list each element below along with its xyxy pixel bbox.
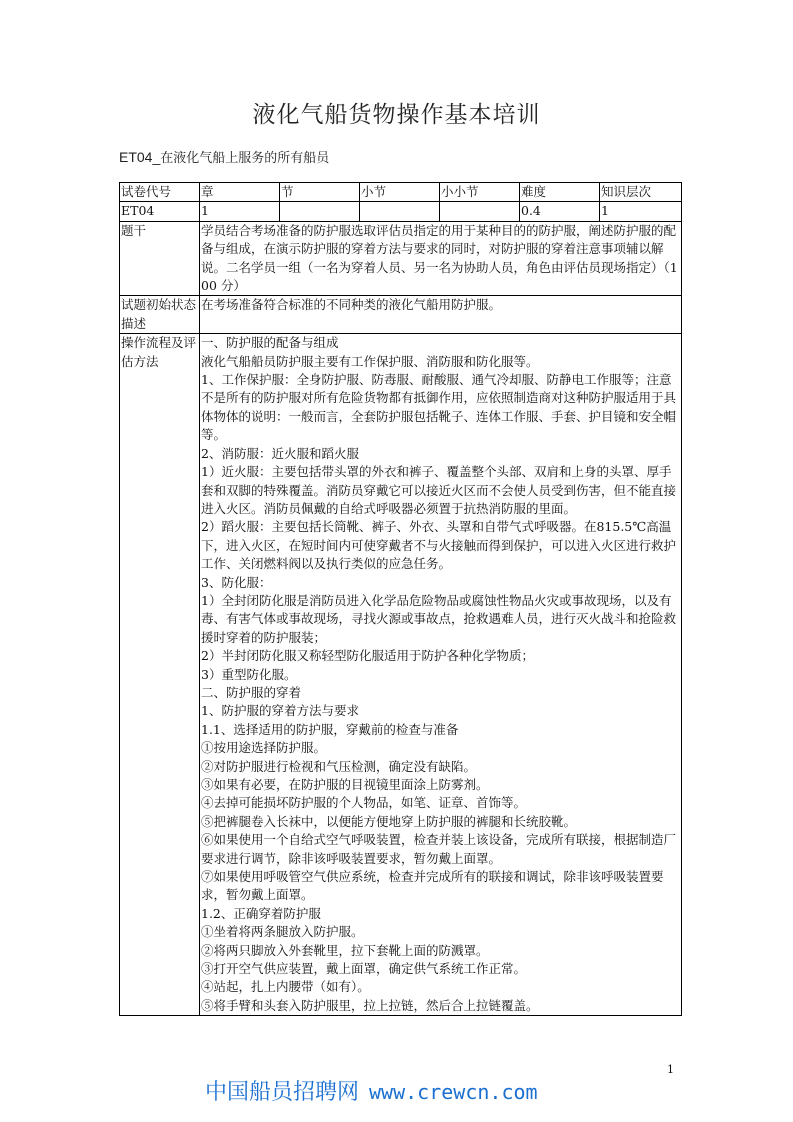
process-line: 液化气船船员防护服主要有工作保护服、消防服和防化服等。 <box>201 353 539 369</box>
process-line: ④站起，扎上内腰带（如有）。 <box>201 979 370 995</box>
header-cell: 难度 <box>520 183 600 202</box>
page-number: 1 <box>667 1063 674 1076</box>
subtitle-text: 在液化气船上服务的所有船员 <box>160 151 330 166</box>
initial-state-row <box>120 296 682 334</box>
table-cell <box>280 202 360 221</box>
document-title: 液化气船货物操作基本培训 <box>252 102 541 128</box>
footer-watermark <box>205 1075 538 1106</box>
process-line: 2）半封闭防化服又称轻型防化服适用于防护各种化学物质； <box>201 648 534 664</box>
table-cell <box>440 202 520 221</box>
footer-url: www.crewcn.com <box>369 1080 538 1104</box>
process-line: 1.1、选择适用的防护服，穿戴前的检查与准备 <box>201 721 459 737</box>
process-line: 1.2、正确穿着防护服 <box>201 905 321 921</box>
process-line: 1、工作保护服：全身防护服、防毒服、耐酸服、通气冷却服、防静电工作服等；注意不是所有的防护服对所有危险货物都有抵御作用，应依照制造商对这种防护服适用于具体物体的说明：一般而言，全套防护服包括靴子、连体工作服、手套、护目镜和安全帽等。 <box>201 372 677 443</box>
subtitle-code: ET04_ <box>119 149 161 165</box>
process-line: 二、防护服的穿着 <box>201 684 302 700</box>
exam-table <box>119 182 682 1016</box>
header-cell: 章 <box>200 183 280 202</box>
initial-state-text: 在考场准备符合标准的不同种类的液化气船用防护服。 <box>200 296 682 334</box>
process-line: ⑤把裤腿卷入长袜中，以便能方便地穿上防护服的裤腿和长统胶靴。 <box>201 813 577 829</box>
table-row <box>120 202 682 221</box>
document-subtitle <box>119 147 329 166</box>
stem-text: 学员结合考场准备的防护服选取评估员指定的用于某种目的的防护服，阐述防护服的配备与组成，在演示防护服的穿着方法与要求的同时，对防护服的穿着注意事项辅以解说。二名学员一组（一名为穿着人员、另一名为协助人员，角色由评估员现场指定）（100 分） <box>200 221 682 296</box>
stem-label: 题干 <box>120 221 200 296</box>
table-cell: 0.4 <box>520 202 600 221</box>
process-line: ①按用途选择防护服。 <box>201 740 327 756</box>
initial-state-label: 试题初始状态描述 <box>120 296 200 334</box>
table-cell: 1 <box>200 202 280 221</box>
header-cell: 知识层次 <box>600 183 682 202</box>
table-cell: 1 <box>600 202 682 221</box>
process-line: 3、防化服： <box>201 574 272 590</box>
process-line: ②将两只脚放入外套靴里，拉下套靴上面的防溅罩。 <box>201 942 489 958</box>
process-line: 3）重型防化服。 <box>201 666 297 682</box>
header-cell: 小节 <box>360 183 440 202</box>
table-cell: ET04 <box>120 202 200 221</box>
process-line: ③打开空气供应装置，戴上面罩，确定供气系统工作正常。 <box>201 961 527 977</box>
process-line: ⑤将手臂和头套入防护服里，拉上拉链，然后合上拉链覆盖。 <box>201 997 539 1013</box>
process-line: ⑥如果使用一个自给式空气呼吸装置，检查并装上该设备，完成所有联接，根据制造厂要求进行调节，除非该呼吸装置要求，暂勿戴上面罩。 <box>201 832 677 866</box>
process-line: ⑦如果使用呼吸管空气供应系统，检查并完成所有的联接和调试，除非该呼吸装置要求，暂勿戴上面罩。 <box>201 869 664 903</box>
header-cell: 节 <box>280 183 360 202</box>
process-line: 1、防护服的穿着方法与要求 <box>201 703 359 719</box>
process-line: ③如果有必要，在防护服的目视镜里面涂上防雾剂。 <box>201 777 489 792</box>
process-row <box>120 334 682 1016</box>
process-label: 操作流程及评估方法 <box>120 334 200 1016</box>
table-header-row <box>120 183 682 202</box>
footer-brand-name: 中国船员招聘网 <box>205 1080 360 1105</box>
process-line: 1）全封闭防化服是消防员进入化学品危险物品或腐蚀性物品火灾或事故现场，以及有毒、有害气体或事故现场，寻找火源或事故点，抢救遇难人员，进行灭火战斗和抢险救援时穿着的防护服装； <box>201 592 677 645</box>
header-cell: 试卷代号 <box>120 183 200 202</box>
process-line: 2、消防服：近火服和蹈火服 <box>201 445 359 461</box>
process-line: ②对防护服进行检视和气压检测，确定没有缺陷。 <box>201 758 477 774</box>
stem-row <box>120 221 682 296</box>
process-line: 1）近火服：主要包括带头罩的外衣和裤子、覆盖整个头部、双肩和上身的头罩、厚手套和双脚的特殊覆盖。消防员穿戴它可以接近火区而不会使人员受到伤害，但不能直接进入火区。消防员佩戴的自给式呼吸器必须置于抗热消防服的里面。 <box>201 464 677 516</box>
process-line: 一、防护服的配备与组成 <box>201 335 339 351</box>
process-line: ④去掉可能损坏防护服的个人物品，如笔、证章、首饰等。 <box>201 795 527 811</box>
process-content <box>200 334 682 1016</box>
table-cell <box>360 202 440 221</box>
header-cell: 小小节 <box>440 183 520 202</box>
process-line: ①坐着将两条腿放入防护服。 <box>201 924 364 940</box>
process-line: 2）蹈火服：主要包括长筒靴、裤子、外衣、头罩和自带气式呼吸器。在815.5℃高温下，进入火区，在短时间内可使穿戴者不与火接触而得到保护，可以进入火区进行救护工作、关闭燃料阀以及执行类似的应急任务。 <box>201 519 677 572</box>
